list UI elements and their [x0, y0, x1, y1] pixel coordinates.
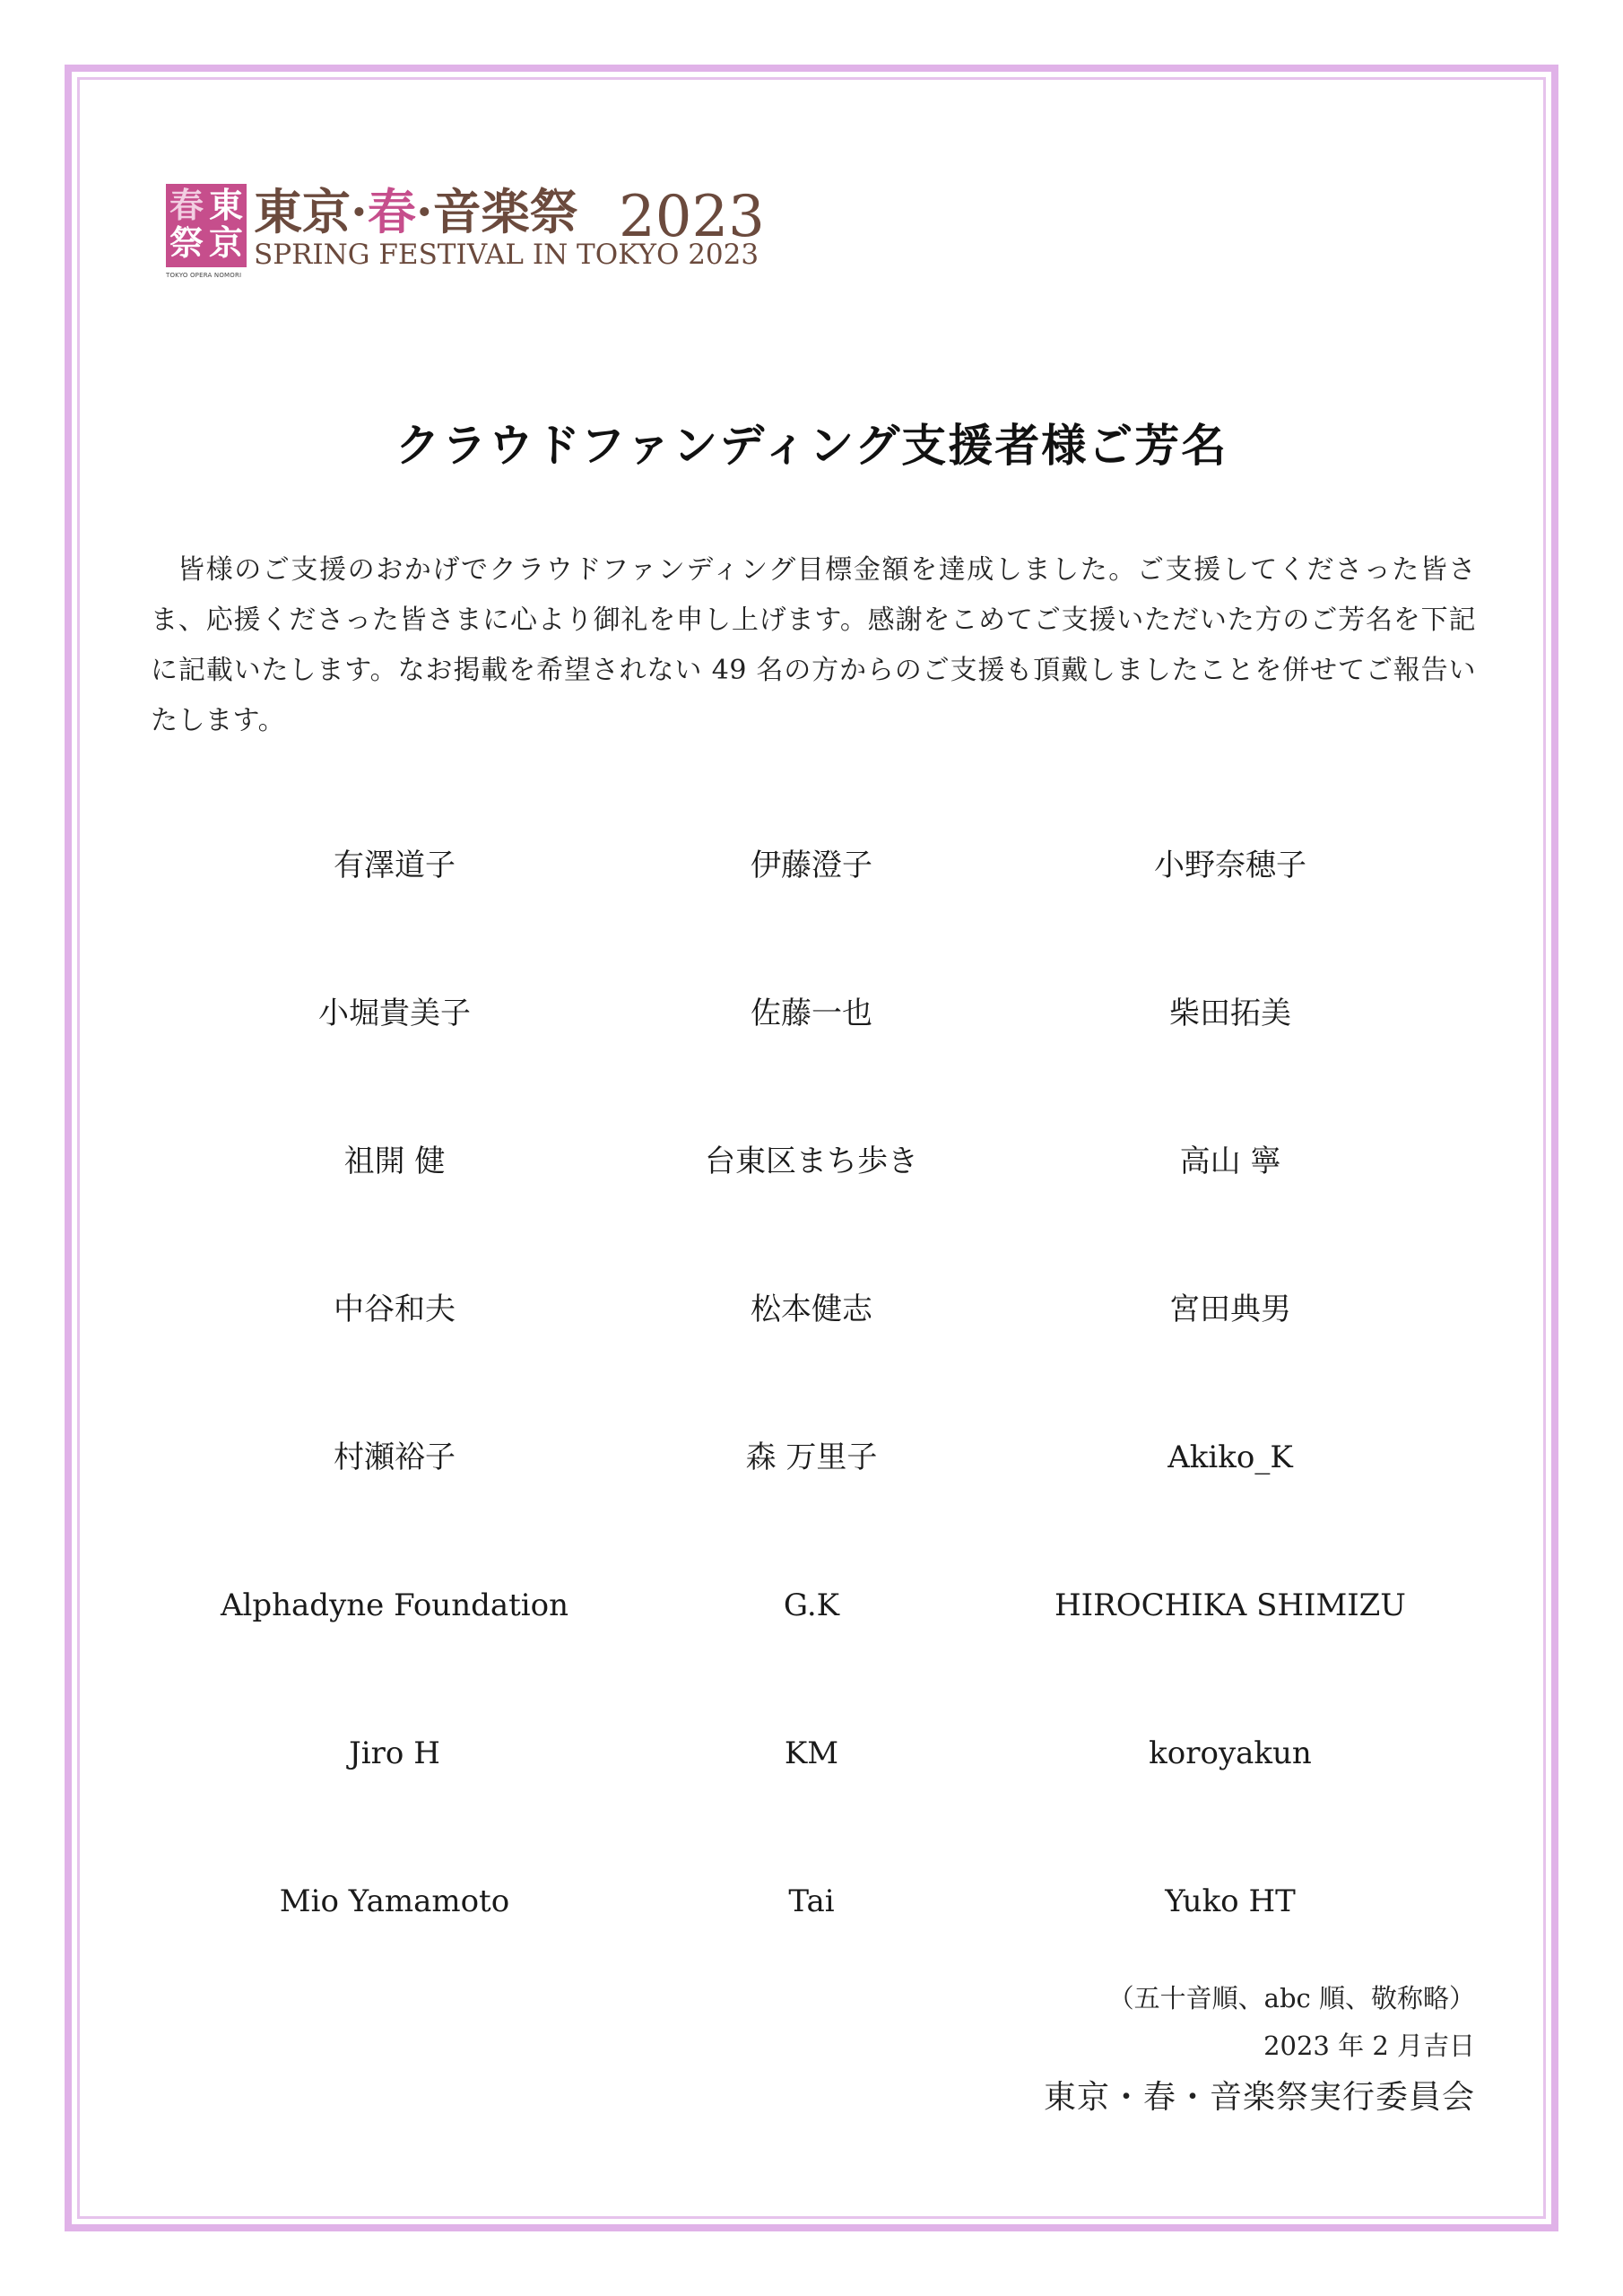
- supporter-name: 柴田拓美: [1169, 996, 1291, 1031]
- supporter-name: 祖開 健: [343, 1144, 446, 1179]
- supporter-row: [0, 1726, 1623, 1874]
- supporter-name: 中谷和夫: [334, 1292, 456, 1327]
- supporter-row: [0, 1283, 1623, 1431]
- supporter-row: [0, 987, 1623, 1135]
- logo-jp-part: ·音楽祭: [415, 183, 578, 240]
- supporter-row: [0, 1431, 1623, 1578]
- supporter-name: 有澤道子: [334, 848, 456, 883]
- supporter-name: 台東区まち歩き: [705, 1144, 918, 1179]
- supporter-name: HIROCHIKA SHIMIZU: [1055, 1587, 1406, 1623]
- order-note: （五十音順、abc 順、敬称略）: [1107, 1983, 1475, 2013]
- supporter-name: 森 万里子: [745, 1439, 878, 1475]
- logo-badge-char: 春: [169, 185, 204, 225]
- supporter-name: 松本健志: [751, 1292, 872, 1327]
- supporters-list: [0, 839, 1623, 2022]
- logo-en-title: SPRING FESTIVAL IN TOKYO 2023: [254, 239, 759, 271]
- supporter-name: Tai: [788, 1883, 835, 1919]
- logo-badge-char: 京: [209, 222, 244, 263]
- logo-badge-char: 祭: [169, 222, 204, 263]
- logo-small-text: TOKYO OPERA NOMORI: [166, 272, 242, 279]
- logo-badge: [166, 184, 247, 267]
- festival-logo: [166, 184, 776, 291]
- organization-name: 東京・春・音楽祭実行委員会: [1043, 2079, 1475, 2116]
- supporter-name: Alphadyne Foundation: [220, 1587, 569, 1623]
- intro-paragraph: 皆様のご支援のおかげでクラウドファンディング目標金額を達成しました。ご支援してくださった皆さま、応援くださった皆さまに心より御礼を申し上げます。感謝をこめてご支援いただいた方のご芳名を下記に記載いたします。なお掲載を希望されない 49 名の方からのご支援も頂戴しましたことを併せてご報告いたします。: [151, 554, 1476, 736]
- supporter-row: [0, 839, 1623, 987]
- supporter-name: koroyakun: [1149, 1735, 1312, 1771]
- supporter-name: 高山 寧: [1179, 1144, 1281, 1179]
- supporter-name: Akiko_K: [1167, 1439, 1293, 1475]
- supporter-row: [0, 1578, 1623, 1726]
- supporter-name: 伊藤澄子: [751, 848, 872, 883]
- document-footer: [1044, 1975, 1475, 2126]
- supporter-name: 小堀貴美子: [318, 996, 471, 1031]
- logo-jp-title: [254, 184, 578, 239]
- supporter-name: 小野奈穂子: [1154, 848, 1306, 883]
- supporter-name: 村瀬裕子: [334, 1439, 456, 1475]
- supporter-name: KM: [784, 1735, 839, 1771]
- supporter-name: Yuko HT: [1165, 1883, 1296, 1919]
- logo-year: 2023: [619, 184, 765, 250]
- logo-jp-part: 春: [367, 183, 416, 240]
- supporter-name: 宮田典男: [1169, 1292, 1291, 1327]
- page-title: クラウドファンディング支援者様ご芳名: [395, 420, 1228, 472]
- supporter-name: 佐藤一也: [751, 996, 872, 1031]
- supporter-name: Mio Yamamoto: [279, 1883, 510, 1919]
- supporter-row: [0, 1135, 1623, 1283]
- logo-jp-part: 東京·: [254, 183, 368, 240]
- issue-date: 2023 年 2 月吉日: [1263, 2031, 1475, 2061]
- supporter-name: G.K: [783, 1587, 840, 1623]
- supporter-name: Jiro H: [349, 1735, 440, 1771]
- logo-badge-char: 東: [209, 185, 244, 225]
